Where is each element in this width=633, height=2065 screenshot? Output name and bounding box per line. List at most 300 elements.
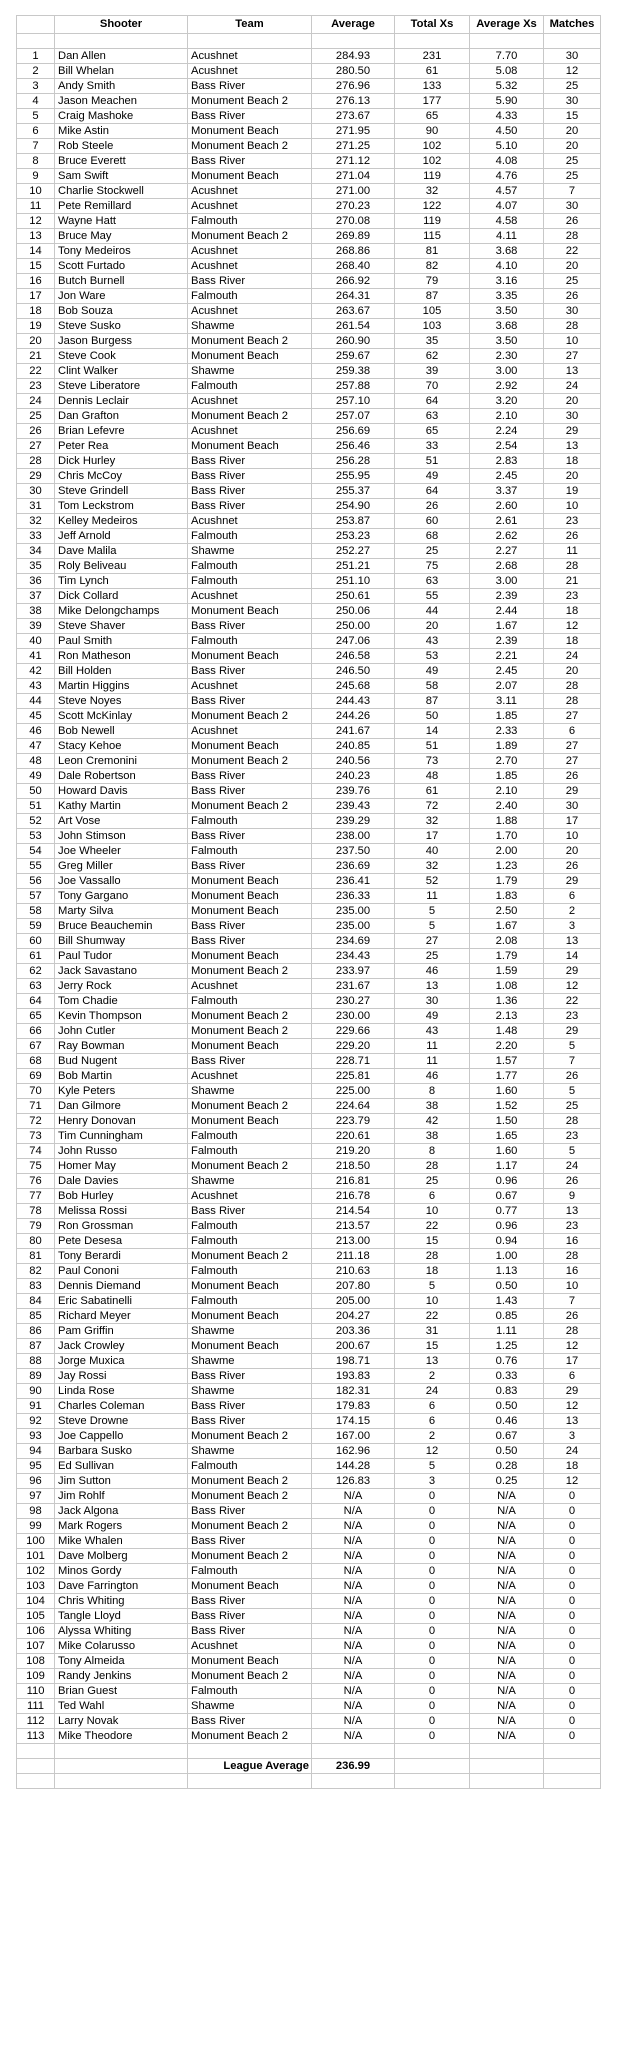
total-xs-cell: 28	[395, 1249, 470, 1264]
average-cell: 271.95	[312, 124, 395, 139]
rank-cell: 20	[17, 334, 55, 349]
table-row	[17, 859, 601, 874]
average-xs-cell: 4.57	[470, 184, 544, 199]
average-xs-cell: 3.20	[470, 394, 544, 409]
standings-table	[16, 15, 601, 1789]
total-xs-cell: 38	[395, 1129, 470, 1144]
average-cell: 247.06	[312, 634, 395, 649]
total-xs-cell: 5	[395, 904, 470, 919]
matches-cell: 24	[544, 1159, 601, 1174]
rank-cell: 71	[17, 1099, 55, 1114]
average-cell: 167.00	[312, 1429, 395, 1444]
total-xs-cell: 0	[395, 1714, 470, 1729]
average-cell: 268.86	[312, 244, 395, 259]
average-xs-cell: 4.08	[470, 154, 544, 169]
table-row	[17, 1174, 601, 1189]
shooter-cell: Steve Drowne	[55, 1414, 188, 1429]
matches-cell: 7	[544, 1294, 601, 1309]
average-cell: 246.50	[312, 664, 395, 679]
average-cell: 126.83	[312, 1474, 395, 1489]
average-xs-cell: 1.57	[470, 1054, 544, 1069]
shooter-cell: Tom Leckstrom	[55, 499, 188, 514]
average-cell: 250.06	[312, 604, 395, 619]
average-xs-cell: 0.25	[470, 1474, 544, 1489]
average-xs-cell: 2.70	[470, 754, 544, 769]
total-xs-cell: 119	[395, 214, 470, 229]
matches-cell: 25	[544, 274, 601, 289]
total-xs-cell: 61	[395, 784, 470, 799]
table-row	[17, 814, 601, 829]
team-cell: Acushnet	[188, 424, 312, 439]
total-xs-cell: 25	[395, 1174, 470, 1189]
total-xs-cell: 11	[395, 1054, 470, 1069]
average-cell: 179.83	[312, 1399, 395, 1414]
shooter-cell: Mark Rogers	[55, 1519, 188, 1534]
average-cell: N/A	[312, 1669, 395, 1684]
matches-cell: 11	[544, 544, 601, 559]
average-cell: 204.27	[312, 1309, 395, 1324]
total-xs-cell: 0	[395, 1504, 470, 1519]
table-row	[17, 469, 601, 484]
table-row	[17, 49, 601, 64]
rank-cell: 28	[17, 454, 55, 469]
total-xs-cell: 33	[395, 439, 470, 454]
rank-cell: 35	[17, 559, 55, 574]
team-cell: Monument Beach	[188, 1654, 312, 1669]
shooter-cell: Jack Crowley	[55, 1339, 188, 1354]
total-xs-cell: 5	[395, 1279, 470, 1294]
total-xs-cell: 42	[395, 1114, 470, 1129]
shooter-cell: Pete Desesa	[55, 1234, 188, 1249]
total-xs-cell: 73	[395, 754, 470, 769]
matches-cell: 19	[544, 484, 601, 499]
matches-cell: 0	[544, 1729, 601, 1744]
team-cell: Falmouth	[188, 559, 312, 574]
total-xs-cell: 82	[395, 259, 470, 274]
team-cell: Bass River	[188, 1624, 312, 1639]
matches-cell: 2	[544, 904, 601, 919]
table-row	[17, 649, 601, 664]
team-cell: Monument Beach	[188, 1339, 312, 1354]
total-xs-cell: 72	[395, 799, 470, 814]
matches-cell: 28	[544, 319, 601, 334]
table-row	[17, 1159, 601, 1174]
matches-cell: 30	[544, 199, 601, 214]
average-cell: 235.00	[312, 919, 395, 934]
average-cell: N/A	[312, 1624, 395, 1639]
rank-cell: 44	[17, 694, 55, 709]
table-row	[17, 199, 601, 214]
shooter-cell: Art Vose	[55, 814, 188, 829]
total-xs-cell: 5	[395, 919, 470, 934]
total-xs-cell: 51	[395, 454, 470, 469]
average-xs-cell: 2.33	[470, 724, 544, 739]
header-row	[17, 16, 601, 34]
table-row	[17, 64, 601, 79]
total-xs-cell: 63	[395, 574, 470, 589]
team-cell: Bass River	[188, 919, 312, 934]
average-xs-cell: 2.62	[470, 529, 544, 544]
table-row	[17, 1114, 601, 1129]
team-cell: Bass River	[188, 934, 312, 949]
shooter-cell: Jeff Arnold	[55, 529, 188, 544]
shooter-cell: Craig Mashoke	[55, 109, 188, 124]
total-xs-cell: 115	[395, 229, 470, 244]
rank-cell: 65	[17, 1009, 55, 1024]
table-row	[17, 559, 601, 574]
matches-cell: 16	[544, 1264, 601, 1279]
shooter-cell: Jorge Muxica	[55, 1354, 188, 1369]
total-xs-cell: 15	[395, 1339, 470, 1354]
team-cell: Monument Beach	[188, 1039, 312, 1054]
shooter-cell: Brian Guest	[55, 1684, 188, 1699]
average-xs-cell: 3.37	[470, 484, 544, 499]
league-average-value: 236.99	[312, 1759, 395, 1774]
average-xs-cell: 2.61	[470, 514, 544, 529]
table-row	[17, 904, 601, 919]
rank-cell: 74	[17, 1144, 55, 1159]
total-xs-cell: 49	[395, 469, 470, 484]
table-row	[17, 1354, 601, 1369]
total-xs-cell: 65	[395, 424, 470, 439]
total-xs-header: Total Xs	[395, 16, 470, 34]
shooter-cell: Joe Wheeler	[55, 844, 188, 859]
total-xs-cell: 32	[395, 184, 470, 199]
total-xs-cell: 27	[395, 934, 470, 949]
rank-cell: 54	[17, 844, 55, 859]
average-xs-cell: 1.60	[470, 1084, 544, 1099]
matches-cell: 12	[544, 979, 601, 994]
team-cell: Bass River	[188, 484, 312, 499]
rank-cell: 69	[17, 1069, 55, 1084]
matches-cell: 30	[544, 94, 601, 109]
team-cell: Monument Beach 2	[188, 1024, 312, 1039]
rank-cell: 14	[17, 244, 55, 259]
matches-cell: 20	[544, 124, 601, 139]
table-row	[17, 604, 601, 619]
shooter-cell: Tony Medeiros	[55, 244, 188, 259]
total-xs-cell: 46	[395, 1069, 470, 1084]
matches-cell: 30	[544, 304, 601, 319]
total-xs-cell: 0	[395, 1579, 470, 1594]
matches-cell: 18	[544, 1459, 601, 1474]
table-row	[17, 889, 601, 904]
shooter-cell: Dale Robertson	[55, 769, 188, 784]
shooter-cell: Paul Cononi	[55, 1264, 188, 1279]
rank-cell: 15	[17, 259, 55, 274]
shooter-cell: Dale Davies	[55, 1174, 188, 1189]
shooter-cell: Bill Shumway	[55, 934, 188, 949]
shooter-cell: Jon Ware	[55, 289, 188, 304]
average-cell: 218.50	[312, 1159, 395, 1174]
matches-cell: 26	[544, 529, 601, 544]
rank-cell: 72	[17, 1114, 55, 1129]
shooter-header: Shooter	[55, 16, 188, 34]
average-cell: N/A	[312, 1639, 395, 1654]
average-xs-cell: 2.08	[470, 934, 544, 949]
total-xs-cell: 22	[395, 1309, 470, 1324]
average-cell: 228.71	[312, 1054, 395, 1069]
average-xs-cell: 1.23	[470, 859, 544, 874]
shooter-cell: Richard Meyer	[55, 1309, 188, 1324]
average-xs-cell: 1.85	[470, 709, 544, 724]
team-cell: Monument Beach	[188, 739, 312, 754]
team-cell: Bass River	[188, 829, 312, 844]
rank-cell: 113	[17, 1729, 55, 1744]
shooter-cell: Paul Tudor	[55, 949, 188, 964]
average-cell: 193.83	[312, 1369, 395, 1384]
team-cell: Acushnet	[188, 724, 312, 739]
rank-cell: 70	[17, 1084, 55, 1099]
total-xs-cell: 40	[395, 844, 470, 859]
shooter-cell: Barbara Susko	[55, 1444, 188, 1459]
total-xs-cell: 177	[395, 94, 470, 109]
rank-cell: 103	[17, 1579, 55, 1594]
total-xs-cell: 32	[395, 859, 470, 874]
average-xs-cell: N/A	[470, 1684, 544, 1699]
matches-cell: 23	[544, 514, 601, 529]
matches-cell: 20	[544, 469, 601, 484]
average-header: Average	[312, 16, 395, 34]
team-cell: Shawme	[188, 364, 312, 379]
rank-cell: 9	[17, 169, 55, 184]
matches-cell: 20	[544, 844, 601, 859]
matches-cell: 18	[544, 634, 601, 649]
matches-cell: 5	[544, 1039, 601, 1054]
average-xs-cell: 1.59	[470, 964, 544, 979]
total-xs-cell: 0	[395, 1549, 470, 1564]
table-row	[17, 169, 601, 184]
average-xs-cell: 1.60	[470, 1144, 544, 1159]
average-cell: 203.36	[312, 1324, 395, 1339]
average-xs-cell: 0.77	[470, 1204, 544, 1219]
average-cell: 237.50	[312, 844, 395, 859]
rank-cell: 56	[17, 874, 55, 889]
team-cell: Bass River	[188, 1414, 312, 1429]
matches-cell: 15	[544, 109, 601, 124]
shooter-cell: Charles Coleman	[55, 1399, 188, 1414]
spacer-row	[17, 34, 601, 49]
team-cell: Bass River	[188, 664, 312, 679]
average-xs-cell: N/A	[470, 1714, 544, 1729]
team-cell: Monument Beach 2	[188, 1729, 312, 1744]
team-cell: Falmouth	[188, 1234, 312, 1249]
average-cell: 271.12	[312, 154, 395, 169]
matches-cell: 30	[544, 49, 601, 64]
shooter-cell: Kelley Medeiros	[55, 514, 188, 529]
average-cell: 219.20	[312, 1144, 395, 1159]
table-row	[17, 1699, 601, 1714]
total-xs-cell: 60	[395, 514, 470, 529]
shooter-cell: Melissa Rossi	[55, 1204, 188, 1219]
average-cell: 266.92	[312, 274, 395, 289]
matches-cell: 16	[544, 1234, 601, 1249]
shooter-cell: Greg Miller	[55, 859, 188, 874]
matches-cell: 13	[544, 439, 601, 454]
team-cell: Acushnet	[188, 304, 312, 319]
matches-cell: 25	[544, 1099, 601, 1114]
average-cell: 255.95	[312, 469, 395, 484]
shooter-cell: Bob Souza	[55, 304, 188, 319]
table-row	[17, 1324, 601, 1339]
matches-cell: 13	[544, 1414, 601, 1429]
matches-cell: 30	[544, 409, 601, 424]
table-row	[17, 934, 601, 949]
team-cell: Bass River	[188, 109, 312, 124]
table-row	[17, 1099, 601, 1114]
matches-cell: 12	[544, 619, 601, 634]
matches-cell: 6	[544, 1369, 601, 1384]
matches-cell: 20	[544, 139, 601, 154]
table-row	[17, 1204, 601, 1219]
average-xs-cell: 2.40	[470, 799, 544, 814]
shooter-cell: Andy Smith	[55, 79, 188, 94]
average-xs-cell: 1.25	[470, 1339, 544, 1354]
average-xs-cell: 2.20	[470, 1039, 544, 1054]
average-cell: 229.66	[312, 1024, 395, 1039]
matches-cell: 28	[544, 1249, 601, 1264]
team-cell: Acushnet	[188, 184, 312, 199]
shooter-cell: Tim Lynch	[55, 574, 188, 589]
team-cell: Monument Beach 2	[188, 1009, 312, 1024]
team-cell: Monument Beach	[188, 169, 312, 184]
table-row	[17, 679, 601, 694]
table-row	[17, 1519, 601, 1534]
average-cell: N/A	[312, 1699, 395, 1714]
team-cell: Monument Beach 2	[188, 754, 312, 769]
table-row	[17, 1474, 601, 1489]
average-xs-cell: 2.54	[470, 439, 544, 454]
team-cell: Bass River	[188, 1594, 312, 1609]
average-xs-cell: 0.67	[470, 1429, 544, 1444]
shooter-cell: Mike Whalen	[55, 1534, 188, 1549]
average-xs-cell: 0.50	[470, 1444, 544, 1459]
average-xs-cell: N/A	[470, 1519, 544, 1534]
total-xs-cell: 231	[395, 49, 470, 64]
rank-cell: 30	[17, 484, 55, 499]
team-cell: Monument Beach	[188, 949, 312, 964]
average-xs-cell: 1.70	[470, 829, 544, 844]
rank-cell: 80	[17, 1234, 55, 1249]
average-xs-cell: 0.28	[470, 1459, 544, 1474]
table-row	[17, 1669, 601, 1684]
shooter-cell: Charlie Stockwell	[55, 184, 188, 199]
average-xs-cell: 1.67	[470, 919, 544, 934]
shooter-cell: Roly Beliveau	[55, 559, 188, 574]
shooter-cell: Henry Donovan	[55, 1114, 188, 1129]
shooter-cell: Chris Whiting	[55, 1594, 188, 1609]
average-cell: 250.00	[312, 619, 395, 634]
rank-cell: 76	[17, 1174, 55, 1189]
average-xs-cell: 3.50	[470, 334, 544, 349]
matches-cell: 12	[544, 1474, 601, 1489]
average-cell: 269.89	[312, 229, 395, 244]
total-xs-cell: 44	[395, 604, 470, 619]
rank-cell: 100	[17, 1534, 55, 1549]
team-cell: Monument Beach	[188, 349, 312, 364]
table-row	[17, 1624, 601, 1639]
average-cell: 198.71	[312, 1354, 395, 1369]
average-xs-cell: N/A	[470, 1594, 544, 1609]
average-cell: 182.31	[312, 1384, 395, 1399]
shooter-cell: Bob Hurley	[55, 1189, 188, 1204]
average-xs-cell: 0.76	[470, 1354, 544, 1369]
table-row	[17, 619, 601, 634]
table-row	[17, 259, 601, 274]
table-row	[17, 214, 601, 229]
table-row	[17, 244, 601, 259]
total-xs-cell: 63	[395, 409, 470, 424]
rank-cell: 46	[17, 724, 55, 739]
shooter-cell: Steve Liberatore	[55, 379, 188, 394]
average-xs-cell: 1.08	[470, 979, 544, 994]
rank-cell: 47	[17, 739, 55, 754]
matches-cell: 12	[544, 64, 601, 79]
average-cell: 214.54	[312, 1204, 395, 1219]
matches-cell: 0	[544, 1504, 601, 1519]
average-cell: 263.67	[312, 304, 395, 319]
matches-cell: 13	[544, 364, 601, 379]
matches-cell: 6	[544, 889, 601, 904]
average-xs-cell: 3.11	[470, 694, 544, 709]
average-cell: 239.76	[312, 784, 395, 799]
shooter-cell: Pam Griffin	[55, 1324, 188, 1339]
team-cell: Falmouth	[188, 574, 312, 589]
average-cell: 144.28	[312, 1459, 395, 1474]
league-average-label: League Average	[188, 1759, 312, 1774]
average-xs-cell: 0.67	[470, 1189, 544, 1204]
table-row	[17, 1339, 601, 1354]
table-row	[17, 1429, 601, 1444]
table-row	[17, 694, 601, 709]
table-row	[17, 724, 601, 739]
rank-cell: 64	[17, 994, 55, 1009]
average-cell: 280.50	[312, 64, 395, 79]
rank-cell: 5	[17, 109, 55, 124]
shooter-cell: Larry Novak	[55, 1714, 188, 1729]
total-xs-cell: 5	[395, 1459, 470, 1474]
average-cell: 162.96	[312, 1444, 395, 1459]
team-cell: Bass River	[188, 469, 312, 484]
rank-cell: 90	[17, 1384, 55, 1399]
total-xs-cell: 18	[395, 1264, 470, 1279]
matches-cell: 26	[544, 1309, 601, 1324]
team-cell: Monument Beach	[188, 1579, 312, 1594]
rank-cell: 68	[17, 1054, 55, 1069]
rank-cell: 99	[17, 1519, 55, 1534]
rank-cell: 102	[17, 1564, 55, 1579]
team-cell: Acushnet	[188, 49, 312, 64]
shooter-cell: Peter Rea	[55, 439, 188, 454]
average-xs-cell: 2.92	[470, 379, 544, 394]
matches-cell: 26	[544, 859, 601, 874]
team-cell: Monument Beach 2	[188, 1249, 312, 1264]
average-xs-cell: 1.43	[470, 1294, 544, 1309]
average-xs-cell: 1.67	[470, 619, 544, 634]
total-xs-cell: 22	[395, 1219, 470, 1234]
team-cell: Monument Beach 2	[188, 1519, 312, 1534]
team-cell: Falmouth	[188, 1294, 312, 1309]
rank-cell: 79	[17, 1219, 55, 1234]
shooter-cell: Kathy Martin	[55, 799, 188, 814]
shooter-cell: Dennis Diemand	[55, 1279, 188, 1294]
shooter-cell: Steve Shaver	[55, 619, 188, 634]
average-xs-cell: 2.83	[470, 454, 544, 469]
team-cell: Bass River	[188, 1534, 312, 1549]
average-xs-cell: 0.33	[470, 1369, 544, 1384]
average-cell: 211.18	[312, 1249, 395, 1264]
average-cell: 234.43	[312, 949, 395, 964]
